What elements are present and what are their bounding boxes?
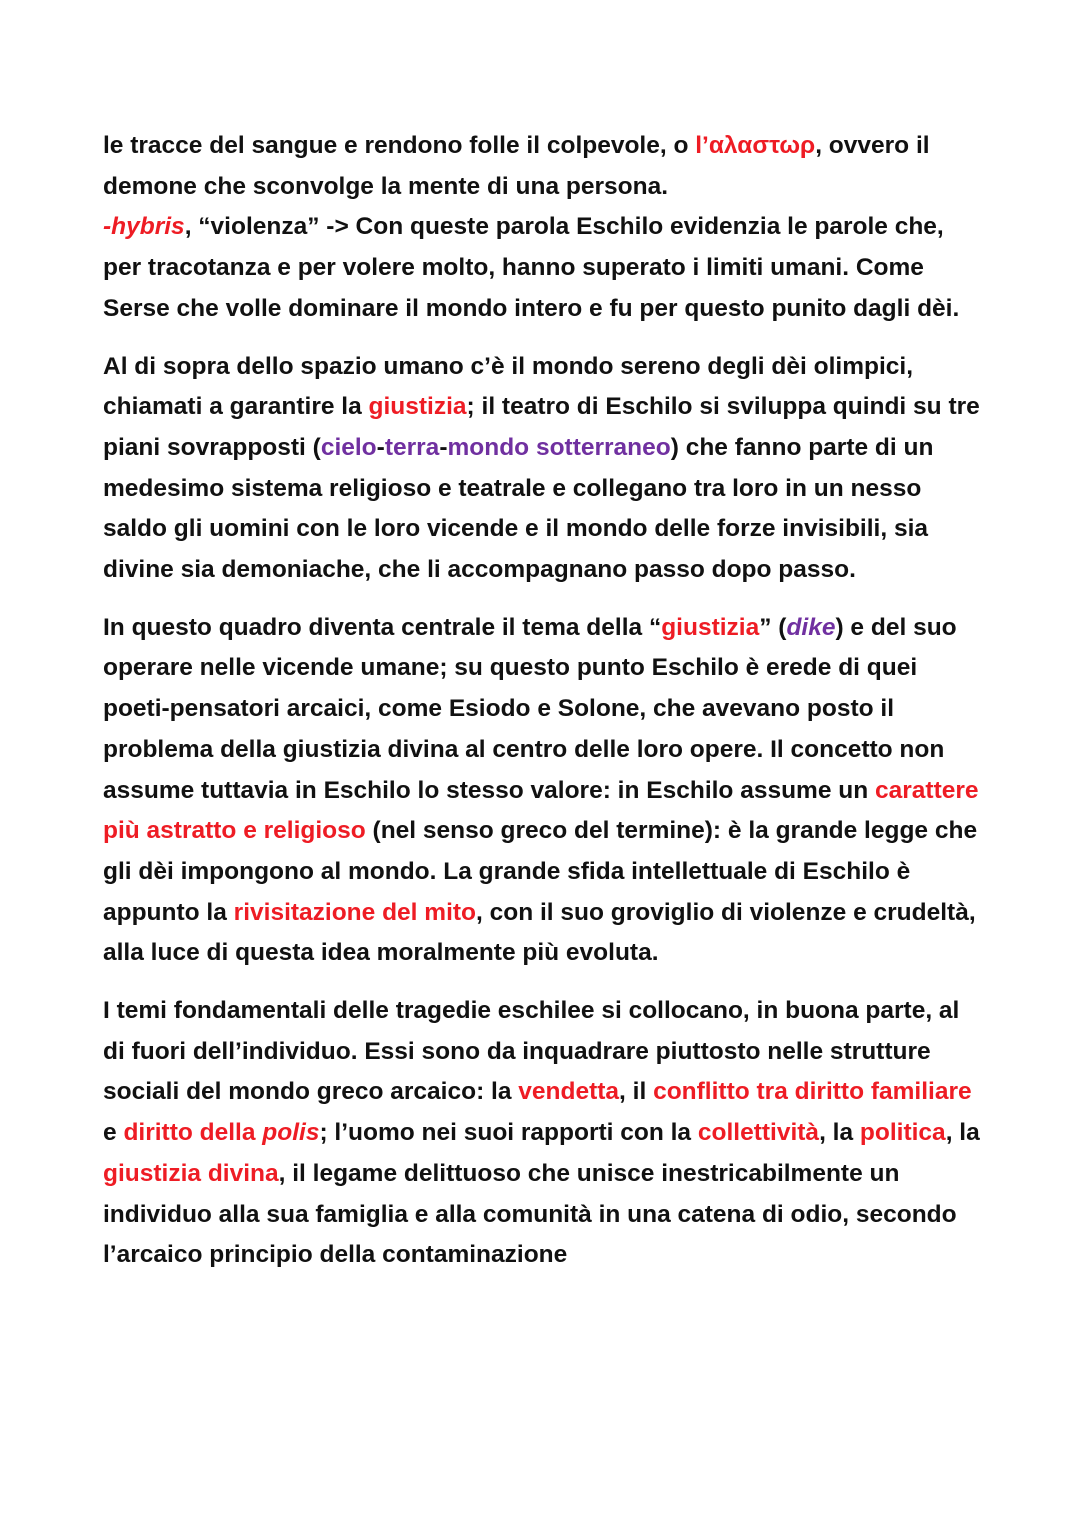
text-run: , il — [619, 1078, 654, 1106]
highlighted-term: cielo — [320, 433, 377, 461]
text-run: I temi fondamentali delle tragedie eschilee si collocano, in buona parte, al di fuori dell’individuo. Essi sono da inquadrare piuttosto nelle strutture sociali del mondo greco arcaico: la — [103, 997, 960, 1106]
text-run: ; il teatro di Eschilo si sviluppa quindi su tre piani sovrapposti ( — [103, 393, 980, 461]
text-run: , la — [945, 1119, 980, 1147]
text-run: Al di sopra dello spazio umano c’è il mondo sereno degli dèi olimpici, chiamati a garantire la — [103, 352, 913, 421]
paragraph-dike — [103, 608, 983, 974]
highlighted-term: -hybris — [103, 213, 185, 241]
highlighted-term: collettività — [697, 1119, 820, 1147]
text-run: le tracce del sangue e rendono folle il colpevole, o — [103, 132, 696, 159]
highlighted-term: carattere più astratto e religioso — [103, 776, 979, 845]
text-run: ) che fanno parte di un medesimo sistema religioso e teatrale e collegano tra loro in un nesso saldo gli uomini con le loro vicende e il mondo delle forze invisibili, sia divine sia demoniache, che li accompagnano passo dopo passo. — [103, 433, 934, 584]
highlighted-term: mondo sotterraneo — [447, 433, 671, 461]
text-run: , la — [819, 1119, 860, 1147]
highlighted-term: giustizia divina — [103, 1159, 279, 1187]
paragraph-three-levels — [103, 347, 983, 591]
highlighted-term: terra — [384, 433, 440, 461]
text-run: e — [103, 1119, 124, 1147]
highlighted-term: conflitto tra diritto familiare — [653, 1078, 972, 1106]
text-run: , con il suo groviglio di violenze e crudeltà, alla luce di questa idea moralmente più evoluta. — [103, 898, 976, 967]
text-run: ) e del suo operare nelle vicende umane; su questo punto Eschilo è erede di quei poeti-pensatori arcaici, come Esiodo e Solone, che avevano posto il problema della giustizia divina al centro delle loro opere. Il concetto non assume tuttavia in Eschilo lo stesso valore: in Eschilo assume un — [103, 613, 957, 804]
text-run: - — [376, 433, 385, 461]
text-run: , il legame delittuoso che unisce inestricabilmente un individuo alla sua famiglia e alla comunità in una catena di odio, secondo l’arcaico principio della contaminazione — [103, 1159, 957, 1269]
text-run: ; l’uomo nei suoi rapporti con la — [319, 1119, 698, 1147]
text-run: In questo quadro diventa centrale il tema della “ — [103, 613, 662, 641]
text-run: , “violenza” -> Con queste parola Eschilo evidenzia le parole che, per tracotanza e per volere molto, hanno superato i limiti umani. Come Serse che volle dominare il mondo intero e fu per questo punito dagli dèi. — [103, 213, 960, 322]
text-run: , ovvero il demone che sconvolge la mente di una persona. — [103, 132, 930, 200]
text-run: (nel senso greco del termine): è la grande legge che gli dèi impongono al mondo. La grande sfida intellettuale di Eschilo è appunto la — [103, 817, 978, 926]
highlighted-term: politica — [859, 1119, 946, 1147]
highlighted-term: giustizia — [368, 393, 467, 421]
highlighted-term: dike — [786, 613, 836, 641]
paragraph-themes — [103, 991, 983, 1276]
highlighted-term: vendetta — [518, 1078, 620, 1106]
highlighted-term: polis — [262, 1119, 320, 1147]
paragraph-intro — [103, 126, 983, 330]
document-page — [103, 126, 983, 1293]
text-run: - — [439, 433, 448, 461]
highlighted-term: giustizia — [661, 613, 760, 641]
highlighted-term: diritto della — [123, 1119, 263, 1147]
highlighted-term: rivisitazione del mito — [233, 898, 477, 926]
highlighted-term: l’αλαστωρ — [695, 132, 816, 159]
text-run: ” ( — [759, 613, 787, 641]
